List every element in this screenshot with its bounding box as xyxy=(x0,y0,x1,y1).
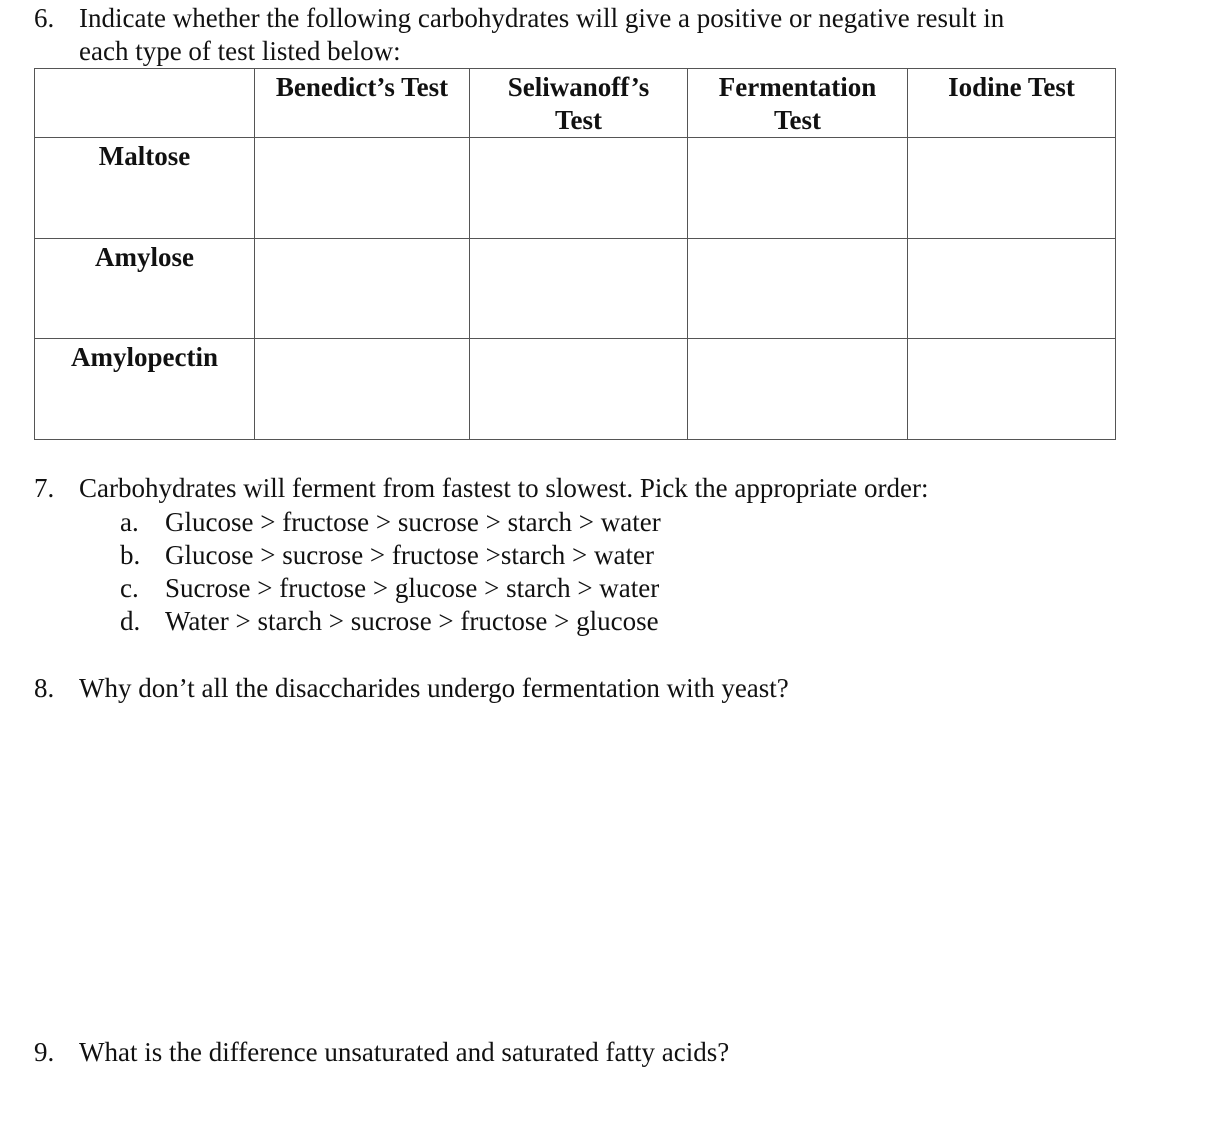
answer-cell-maltose-seliwanoff[interactable] xyxy=(470,138,688,239)
row-label-amylopectin: Amylopectin xyxy=(35,339,255,440)
results-table xyxy=(34,68,1116,440)
answer-cell-amylose-seliwanoff[interactable] xyxy=(470,239,688,339)
answer-cell-amylopectin-seliwanoff[interactable] xyxy=(470,339,688,440)
question-7-text: Carbohydrates will ferment from fastest to slowest. Pick the appropriate order: xyxy=(79,473,929,503)
question-9-text: What is the difference unsaturated and saturated fatty acids? xyxy=(79,1037,730,1067)
table-row xyxy=(35,138,1116,239)
answer-cell-amylose-iodine[interactable] xyxy=(908,239,1116,339)
option-letter: c. xyxy=(120,573,139,603)
answer-cell-amylose-fermentation[interactable] xyxy=(688,239,908,339)
question-6-text-line1: Indicate whether the following carbohydrates will give a positive or negative result in xyxy=(79,3,1005,33)
option-text: Glucose > sucrose > fructose >starch > water xyxy=(165,540,654,570)
header-fermentation-test: Fermentation Test xyxy=(688,69,908,138)
row-label-maltose: Maltose xyxy=(35,138,255,239)
table-header-row xyxy=(35,69,1116,138)
option-text: Glucose > fructose > sucrose > starch > water xyxy=(165,507,661,537)
question-8-number: 8. xyxy=(34,673,55,703)
table-row xyxy=(35,339,1116,440)
question-6-text-line2: each type of test listed below: xyxy=(79,36,401,66)
option-text: Sucrose > fructose > glucose > starch > water xyxy=(165,573,660,603)
question-8-text: Why don’t all the disaccharides undergo fermentation with yeast? xyxy=(79,673,789,703)
question-6-number: 6. xyxy=(34,3,55,33)
answer-cell-amylopectin-benedict[interactable] xyxy=(255,339,470,440)
option-letter: a. xyxy=(120,507,139,537)
option-letter: b. xyxy=(120,540,141,570)
header-seliwanoffs-test: Seliwanoff’s Test xyxy=(470,69,688,138)
option-letter: d. xyxy=(120,606,141,636)
header-benedicts-test: Benedict’s Test xyxy=(255,69,470,138)
answer-cell-amylopectin-iodine[interactable] xyxy=(908,339,1116,440)
row-label-amylose: Amylose xyxy=(35,239,255,339)
table-row xyxy=(35,239,1116,339)
question-9-number: 9. xyxy=(34,1037,55,1067)
header-empty-cell xyxy=(35,69,255,138)
header-iodine-test: Iodine Test xyxy=(908,69,1116,138)
answer-cell-maltose-benedict[interactable] xyxy=(255,138,470,239)
option-text: Water > starch > sucrose > fructose > glucose xyxy=(165,606,659,636)
answer-cell-amylopectin-fermentation[interactable] xyxy=(688,339,908,440)
answer-cell-maltose-fermentation[interactable] xyxy=(688,138,908,239)
question-7-number: 7. xyxy=(34,473,55,503)
answer-cell-maltose-iodine[interactable] xyxy=(908,138,1116,239)
answer-cell-amylose-benedict[interactable] xyxy=(255,239,470,339)
